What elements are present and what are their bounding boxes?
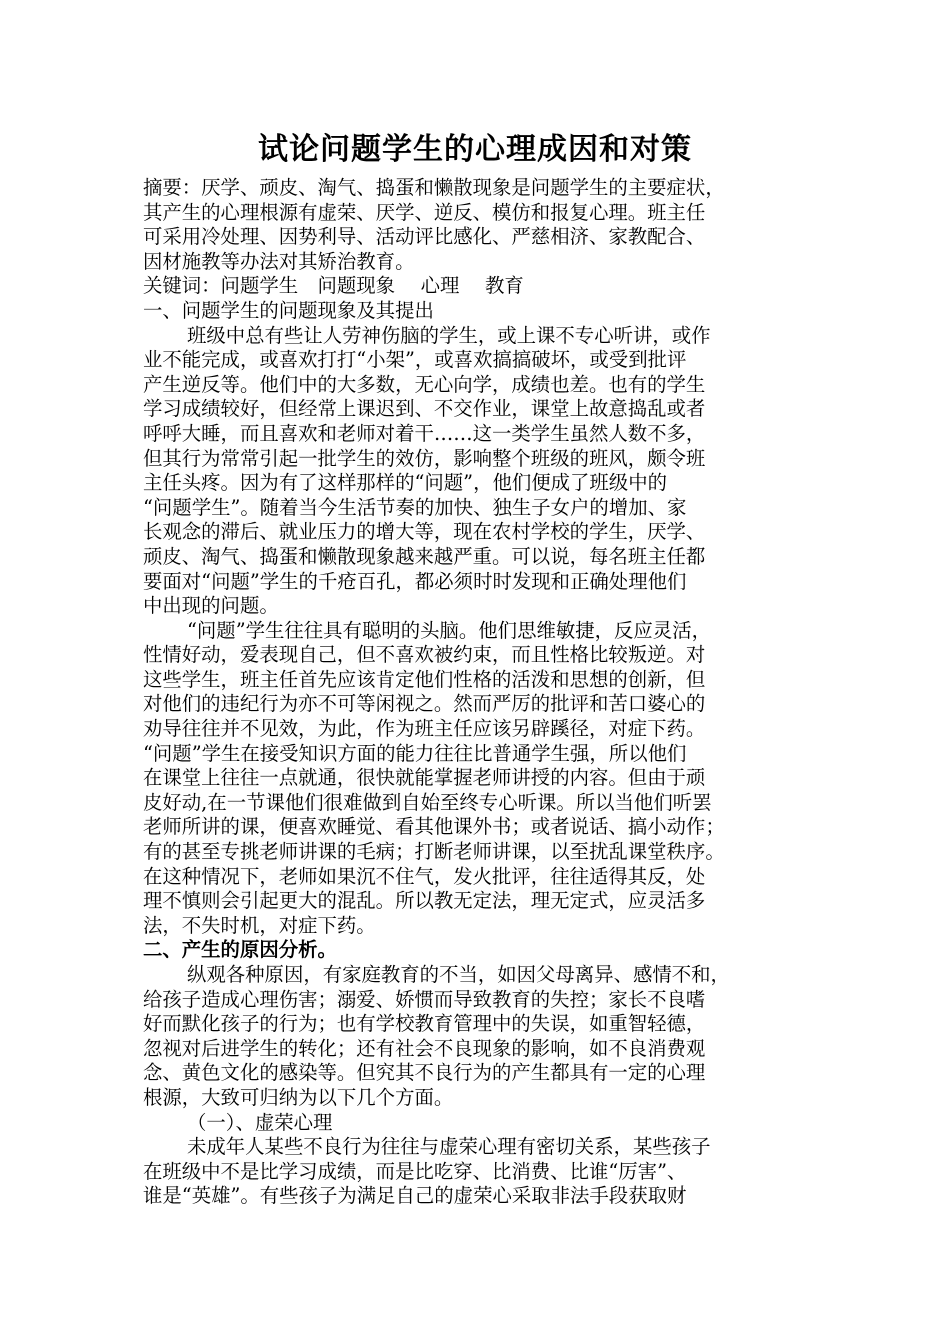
text-line: 长观念的滞后、就业压力的增大等，现在农村学校的学生，厌学、 bbox=[143, 520, 706, 544]
text-line: 可采用冷处理、因势利导、活动评比感化、严慈相济、家教配合、 bbox=[143, 225, 706, 249]
text-line: 念、黄色文化的感染等。但究其不良行为的产生都具有一定的心理 bbox=[143, 1061, 706, 1085]
text-line: 性情好动，爱表现自己，但不喜欢被约束，而且性格比较叛逆。对 bbox=[143, 643, 706, 667]
text-line: 呼呼大睡，而且喜欢和老师对着干……这一类学生虽然人数不多， bbox=[143, 421, 706, 445]
text-line: 老师所讲的课，便喜欢睡觉、看其他课外书；或者说话、搞小动作； bbox=[143, 815, 725, 839]
text-line: “问题学生”。随着当今生活节奏的加快、独生子女户的增加、家 bbox=[143, 495, 687, 519]
text-line: 其产生的心理根源有虚荣、厌学、逆反、模仿和报复心理。班主任 bbox=[143, 200, 706, 224]
text-line: 根源，大致可归纳为以下几个方面。 bbox=[143, 1085, 454, 1109]
text-line: （一）、虚荣心理 bbox=[187, 1110, 333, 1134]
text-line: 班级中总有些让人劳神伤脑的学生，或上课不专心听讲，或作 bbox=[187, 323, 711, 347]
text-line: 劝导往往并不见效，为此，作为班主任应该另辟蹊径，对症下药。 bbox=[143, 717, 706, 741]
text-line: 谁是“英雄”。有些孩子为满足自己的虚荣心采取非法手段获取财 bbox=[143, 1184, 687, 1208]
text-line: 忽视对后进学生的转化；还有社会不良现象的影响，如不良消费观 bbox=[143, 1036, 706, 1060]
text-line: 主任头疼。因为有了这样那样的“问题”，他们便成了班级中的 bbox=[143, 471, 667, 495]
text-line: 学习成绩较好，但经常上课迟到、不交作业，课堂上故意捣乱或者 bbox=[143, 397, 706, 421]
text-line: 未成年人某些不良行为往往与虚荣心理有密切关系，某些孩子 bbox=[187, 1135, 711, 1159]
text-line: 业不能完成，或喜欢打打“小架”，或喜欢搞搞破坏，或受到批评 bbox=[143, 348, 687, 372]
text-line: 在课堂上往往一点就通，很快就能掌握老师讲授的内容。但由于顽 bbox=[143, 766, 706, 790]
text-line: 纵观各种原因，有家庭教育的不当，如因父母离异、感情不和， bbox=[187, 963, 730, 986]
text-line: 但其行为常常引起一批学生的效仿，影响整个班级的班风，颇令班 bbox=[143, 446, 706, 470]
text-line: 这些学生，班主任首先应该肯定他们性格的活泼和思想的创新，但 bbox=[143, 667, 706, 691]
text-line: 要面对“问题”学生的千疮百孔，都必须时时发现和正确处理他们 bbox=[143, 569, 687, 593]
text-line: 给孩子造成心理伤害；溺爱、娇惯而导致教育的失控；家长不良嗜 bbox=[143, 987, 706, 1011]
text-line: 理不慎则会引起更大的混乱。所以教无定法，理无定式，应灵活多 bbox=[143, 889, 706, 913]
text-line: 一、问题学生的问题现象及其提出 bbox=[143, 298, 434, 322]
text-line: 好而默化孩子的行为；也有学校教育管理中的失误，如重智轻德， bbox=[143, 1012, 706, 1036]
document-title: 试论问题学生的心理成因和对策 bbox=[258, 132, 692, 167]
text-line: 法，不失时机，对症下药。 bbox=[143, 913, 376, 937]
text-line: 皮好动,在一节课他们很难做到自始至终专心听课。所以当他们听罢 bbox=[143, 790, 712, 814]
text-line: 在这种情况下，老师如果沉不住气，发火批评，往往适得其反，处 bbox=[143, 864, 706, 888]
text-line: 因材施教等办法对其矫治教育。 bbox=[143, 249, 415, 273]
text-line: 在班级中不是比学习成绩，而是比吃穿、比消费、比谁“厉害”、 bbox=[143, 1159, 687, 1183]
text-line: 关键词：问题学生 问题现象 心理 教育 bbox=[143, 274, 524, 298]
text-line: “问题”学生往往具有聪明的头脑。他们思维敏捷，反应灵活， bbox=[187, 618, 711, 642]
text-line: 中出现的问题。 bbox=[143, 594, 279, 618]
text-line: 有的甚至专挑老师讲课的毛病；打断老师讲课，以至扰乱课堂秩序。 bbox=[143, 840, 725, 864]
document-body bbox=[143, 176, 807, 1209]
text-line: “问题”学生在接受知识方面的能力往往比普通学生强，所以他们 bbox=[143, 741, 687, 765]
text-line: 产生逆反等。他们中的大多数，无心向学，成绩也差。也有的学生 bbox=[143, 372, 706, 396]
text-line: 顽皮、淘气、捣蛋和懒散现象越来越严重。可以说，每名班主任都 bbox=[143, 544, 706, 568]
text-line: 摘要：厌学、顽皮、淘气、捣蛋和懒散现象是问题学生的主要症状， bbox=[143, 176, 725, 199]
text-line: 对他们的违纪行为亦不可等闲视之。然而严厉的批评和苦口婆心的 bbox=[143, 692, 706, 716]
text-line: 二、产生的原因分析。 bbox=[143, 938, 337, 962]
